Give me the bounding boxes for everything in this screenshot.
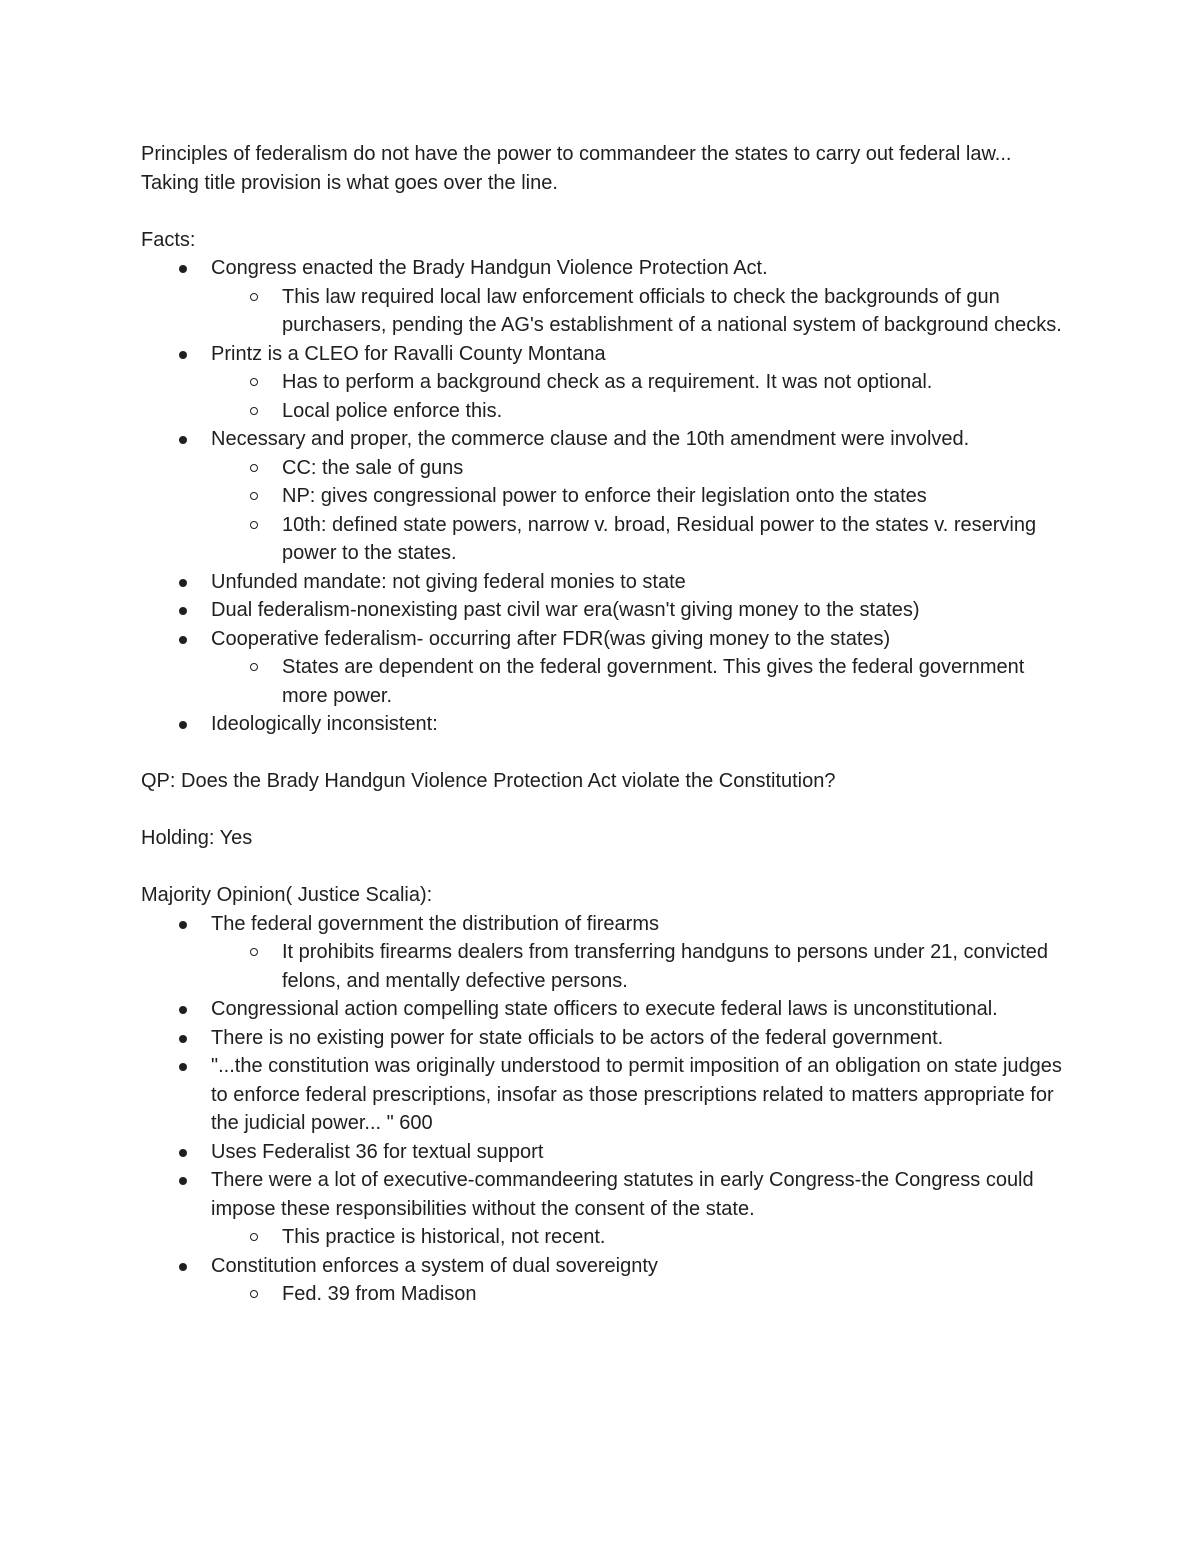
hollow-bullet-icon [250, 948, 258, 956]
list-item-text: CC: the sale of guns [282, 456, 464, 479]
list-item-text: NP: gives congressional power to enforce their legislation onto the states [282, 485, 927, 507]
list-item-text: Dual federalism-nonexisting past civil war era(wasn't giving money to the states) [211, 599, 920, 621]
facts-sublist [211, 653, 1066, 710]
hollow-bullet-icon [250, 492, 258, 500]
list-item-text: Local police enforce this. [282, 399, 503, 422]
list-item [211, 938, 1066, 995]
list-item [141, 254, 1066, 283]
bullet-icon [179, 1177, 187, 1185]
hollow-bullet-icon [250, 293, 258, 301]
question-presented: QP: Does the Brady Handgun Violence Protection Act violate the Constitution? [141, 770, 836, 792]
hollow-bullet-icon [250, 663, 258, 671]
list-item [141, 910, 1066, 939]
list-item-text: This practice is historical, not recent. [282, 1226, 606, 1248]
majority-heading: Majority Opinion( Justice Scalia): [141, 884, 433, 906]
list-item [141, 625, 1066, 654]
facts-list [141, 254, 1066, 283]
list-item [211, 368, 1066, 397]
list-item [211, 482, 1066, 511]
majority-sublist [211, 938, 1066, 995]
list-item [141, 710, 1066, 739]
list-item-text: This law required local law enforcement officials to check the backgrounds of gun purchasers, pending the AG's establishment of a national system of background checks. [282, 285, 1062, 336]
hollow-bullet-icon [250, 464, 258, 472]
list-item [141, 568, 1066, 597]
bullet-icon [179, 607, 187, 615]
facts-list [141, 340, 1066, 369]
list-item [211, 511, 1066, 568]
majority-list [141, 1252, 1066, 1281]
list-item-text: Congressional action compelling state officers to execute federal laws is unconstitutional. [211, 998, 998, 1020]
bullet-icon [179, 1063, 187, 1071]
intro-line-1: Principles of federalism do not have the power to commandeer the states to carry out federal law... [141, 143, 1012, 165]
hollow-bullet-icon [250, 378, 258, 386]
list-item [211, 454, 1066, 483]
list-item-text: There were a lot of executive-commandeering statutes in early Congress-the Congress could impose these responsibilities without the consent of the state. [211, 1169, 1034, 1220]
bullet-icon [179, 636, 187, 644]
list-item-text: 10th: defined state powers, narrow v. broad, Residual power to the states v. reserving power to the states. [282, 513, 1037, 564]
hollow-bullet-icon [250, 521, 258, 529]
list-item-text: "...the constitution was originally understood to permit imposition of an obligation on state judges to enforce federal prescriptions, insofar as those prescriptions related to matters appropriate for the judicial power... " 600 [211, 1055, 1062, 1134]
list-item-text: Uses Federalist 36 for textual support [211, 1140, 544, 1163]
list-item-text: Ideologically inconsistent: [211, 713, 438, 735]
bullet-icon [179, 1035, 187, 1043]
facts-sublist [211, 368, 1066, 425]
intro-line-2: Taking title provision is what goes over the line. [141, 171, 558, 194]
blank-line [141, 739, 1066, 768]
list-item [141, 340, 1066, 369]
list-item-text: Printz is a CLEO for Ravalli County Montana [211, 342, 606, 365]
list-item-text: Constitution enforces a system of dual sovereignty [211, 1254, 658, 1277]
list-item [141, 425, 1066, 454]
hollow-bullet-icon [250, 1233, 258, 1241]
list-item [141, 1252, 1066, 1281]
holding: Holding: Yes [141, 827, 253, 849]
document-body [141, 140, 1066, 1309]
list-item-text: Necessary and proper, the commerce clause and the 10th amendment were involved. [211, 428, 970, 450]
bullet-icon [179, 265, 187, 273]
list-item-text: Unfunded mandate: not giving federal monies to state [211, 570, 686, 593]
list-item-text: The federal government the distribution of firearms [211, 912, 659, 935]
list-item [141, 1024, 1066, 1053]
blank-line [141, 197, 1066, 226]
bullet-icon [179, 1006, 187, 1014]
list-item-text: States are dependent on the federal government. This gives the federal government more power. [282, 656, 1025, 707]
majority-sublist [211, 1280, 1066, 1309]
list-item [211, 283, 1066, 340]
facts-sublist [211, 454, 1066, 568]
facts-list [141, 710, 1066, 739]
facts-sublist [211, 283, 1066, 340]
bullet-icon [179, 1149, 187, 1157]
list-item-text: It prohibits firearms dealers from transferring handguns to persons under 21, convicted felons, and mentally defective persons. [282, 941, 1048, 992]
blank-line [141, 853, 1066, 882]
bullet-icon [179, 1263, 187, 1271]
facts-heading: Facts: [141, 228, 196, 251]
list-item [211, 653, 1066, 710]
majority-sublist [211, 1223, 1066, 1252]
facts-list [141, 425, 1066, 454]
bullet-icon [179, 579, 187, 587]
list-item [211, 1280, 1066, 1309]
list-item [211, 1223, 1066, 1252]
list-item [141, 1166, 1066, 1223]
list-item [211, 397, 1066, 426]
list-item [141, 995, 1066, 1024]
list-item-text: There is no existing power for state officials to be actors of the federal government. [211, 1026, 944, 1049]
facts-list [141, 568, 1066, 654]
bullet-icon [179, 921, 187, 929]
hollow-bullet-icon [250, 407, 258, 415]
blank-line [141, 796, 1066, 825]
list-item-text: Cooperative federalism- occurring after FDR(was giving money to the states) [211, 627, 891, 650]
list-item-text: Fed. 39 from Madison [282, 1283, 477, 1305]
majority-list [141, 910, 1066, 939]
list-item-text: Has to perform a background check as a requirement. It was not optional. [282, 371, 933, 393]
list-item [141, 596, 1066, 625]
list-item [141, 1138, 1066, 1167]
bullet-icon [179, 351, 187, 359]
list-item [141, 1052, 1066, 1138]
bullet-icon [179, 436, 187, 444]
list-item-text: Congress enacted the Brady Handgun Violence Protection Act. [211, 257, 768, 279]
hollow-bullet-icon [250, 1290, 258, 1298]
bullet-icon [179, 721, 187, 729]
majority-list [141, 995, 1066, 1223]
